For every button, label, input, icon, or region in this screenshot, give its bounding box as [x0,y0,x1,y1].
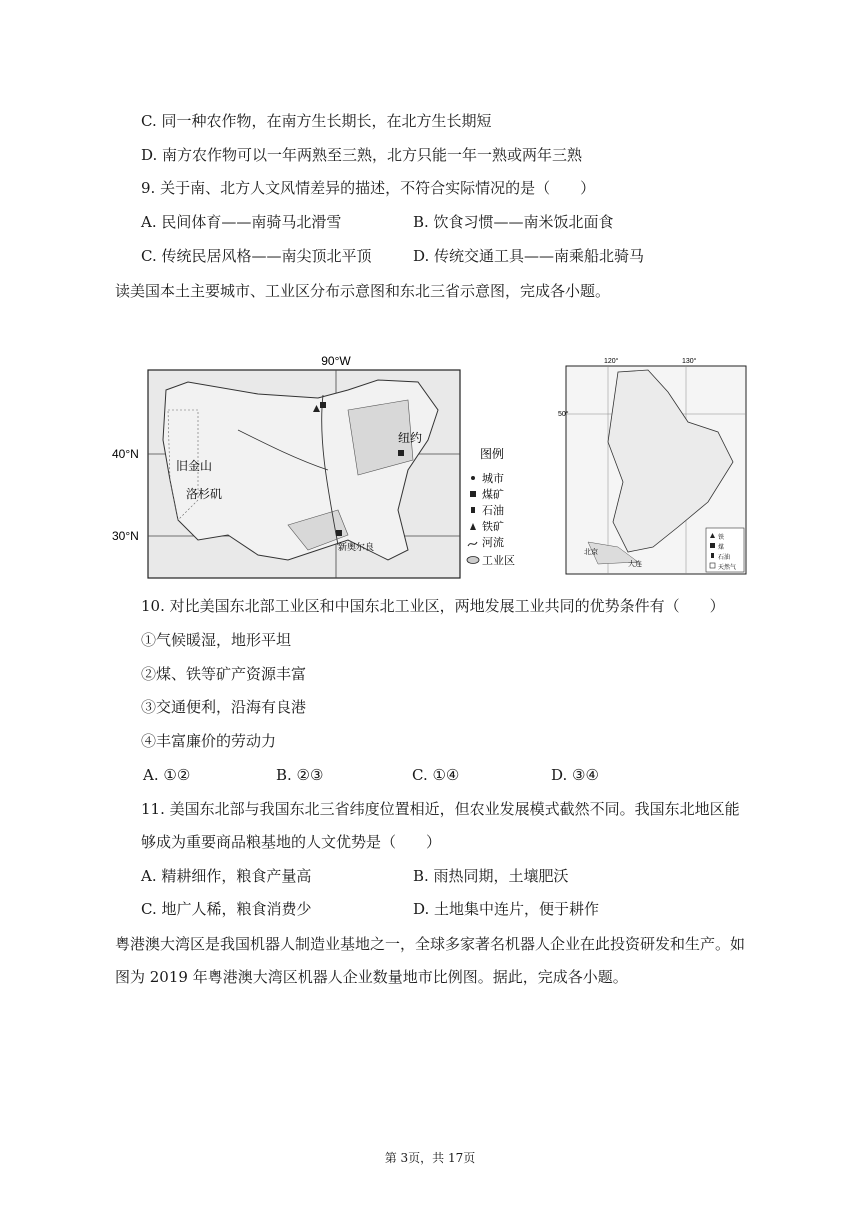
q9-option-a: A. 民间体育——南骑马北滑雪 [141,213,342,231]
q9-stem: 9. 关于南、北方人文风情差异的描述，不符合实际情况的是（ ） [141,179,596,197]
q9-option-b: B. 饮食习惯——南米饭北面食 [413,213,614,231]
legend-oil: 石油 [482,504,504,517]
q10-statement-1: ①气候暖湿，地形平坦 [141,631,292,649]
city-dalian: 大连 [628,560,642,568]
intro-gba-line1: 粤港澳大湾区是我国机器人制造业基地之一，全球多家著名机器人企业在此投资研发和生产。如 [115,935,746,953]
ne-legend-3: 石油 [718,554,731,561]
q10-option-d: D. ③④ [551,766,599,784]
city-ny: 纽约 [398,431,423,445]
intro-maps: 读美国本土主要城市、工业区分布示意图和东北三省示意图，完成各小题。 [115,282,611,300]
q10-option-b: B. ②③ [276,766,324,784]
us-map-figure [108,350,528,582]
q8-option-d: D. 南方农作物可以一年两熟至三熟，北方只能一年一熟或两年三熟 [141,146,583,164]
q11-option-d: D. 土地集中连片，便于耕作 [413,900,600,918]
q10-statement-4: ④丰富廉价的劳动力 [141,732,277,750]
legend-title: 图例 [480,447,505,461]
q11-stem-line2: 够成为重要商品粮基地的人文优势是（ ） [141,833,442,851]
ne-legend-2: 煤 [718,544,725,551]
q11-option-c: C. 地广人稀，粮食消费少 [141,900,312,918]
q10-statement-3: ③交通便利，沿海有良港 [141,698,307,716]
q10-stem: 10. 对比美国东北部工业区和中国东北工业区，两地发展工业共同的优势条件有（ ） [141,597,725,615]
legend-industry: 工业区 [482,554,515,567]
city-sf: 旧金山 [176,459,213,473]
us-map-svg [108,350,528,582]
legend-coal: 煤矿 [482,488,504,501]
intro-gba-line2: 图为 2019 年粤港澳大湾区机器人企业数量地市比例图。据此，完成各小题。 [115,968,628,986]
q11-stem-line1: 11. 美国东北部与我国东北三省纬度位置相近，但农业发展模式截然不同。我国东北地区能 [141,800,740,818]
q11-option-a: A. 精耕细作，粮食产量高 [141,867,312,885]
ne-legend-4: 天然气 [718,564,737,571]
q8-option-c: C. 同一种农作物，在南方生长期长，在北方生长期短 [141,112,492,130]
q10-statement-2: ②煤、铁等矿产资源丰富 [141,665,307,683]
lat30-label: 30°N [112,529,139,543]
legend-iron: 铁矿 [482,520,504,533]
legend-city: 城市 [482,472,504,485]
q10-option-a: A. ①② [143,766,191,784]
city-la: 洛杉矶 [186,487,223,501]
lat40-label: 40°N [112,447,139,461]
q9-option-d: D. 传统交通工具——南乘船北骑马 [413,247,645,265]
q10-option-c: C. ①④ [412,766,460,784]
city-beijing: 北京 [584,548,598,556]
q11-option-b: B. 雨热同期，土壤肥沃 [413,867,569,885]
lon1-label: 120° [604,358,619,365]
page-footer: 第 3页，共 17页 [384,1151,476,1165]
lon-label: 90°W [321,354,351,368]
city-no: 新奥尔良 [338,543,375,553]
ne-legend-1: 铁 [718,534,725,541]
legend-river: 河流 [482,536,504,549]
ne-map-svg [558,352,752,578]
lat-label: 50° [558,411,569,418]
ne-china-map-figure [558,352,752,578]
q9-option-c: C. 传统民居风格——南尖顶北平顶 [141,247,372,265]
lon2-label: 130° [682,358,697,365]
